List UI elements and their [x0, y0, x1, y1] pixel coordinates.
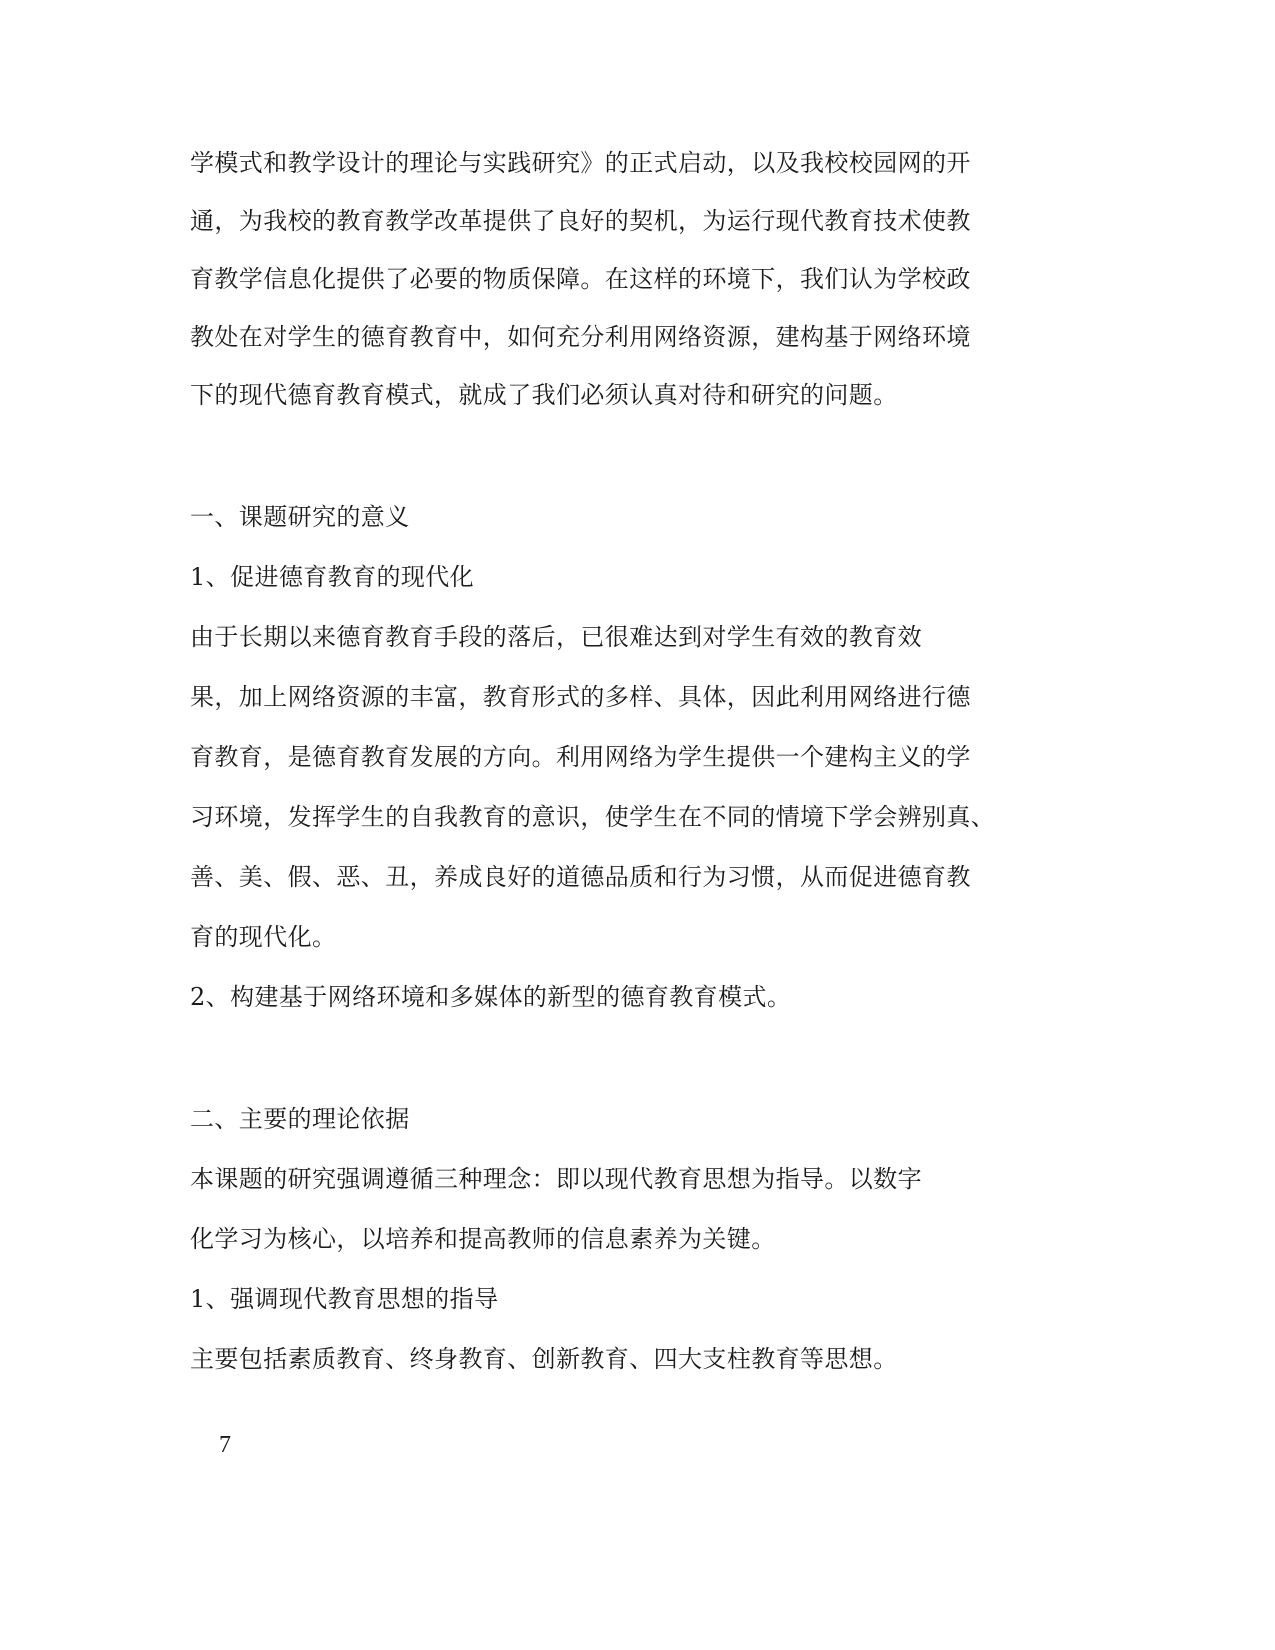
subsection-title: 1、强调现代教育思想的指导: [190, 1285, 499, 1313]
paragraph-line: 本课题的研究强调遵循三种理念：即以现代教育思想为指导。以数字: [190, 1165, 922, 1193]
paragraph-line: 下的现代德育教育模式，就成了我们必须认真对待和研究的问题。: [190, 381, 898, 409]
section-heading: 二、主要的理论依据: [190, 1105, 410, 1133]
paragraph-line: 习环境，发挥学生的自我教育的意识，使学生在不同的情境下学会辨别真、: [190, 803, 996, 831]
paragraph-line: 育教学信息化提供了必要的物质保障。在这样的环境下，我们认为学校政: [190, 265, 971, 293]
paragraph-line: 教处在对学生的德育教育中，如何充分利用网络资源，建构基于网络环境: [190, 323, 971, 351]
paragraph-line: 学模式和教学设计的理论与实践研究》的正式启动，以及我校校园网的开: [190, 149, 971, 177]
paragraph-line: 主要包括素质教育、终身教育、创新教育、四大支柱教育等思想。: [190, 1345, 898, 1373]
subsection-title: 1、促进德育教育的现代化: [190, 563, 475, 591]
paragraph-line: 善、美、假、恶、丑，养成良好的道德品质和行为习惯，从而促进德育教: [190, 863, 971, 891]
paragraph-line: 通，为我校的教育教学改革提供了良好的契机，为运行现代教育技术使教: [190, 207, 971, 235]
section-heading: 一、课题研究的意义: [190, 503, 410, 531]
subsection-title: 2、构建基于网络环境和多媒体的新型的德育教育模式。: [190, 983, 792, 1011]
paragraph-line: 由于长期以来德育教育手段的落后，已很难达到对学生有效的教育效: [190, 623, 922, 651]
paragraph-line: 育的现代化。: [190, 923, 337, 951]
paragraph-line: 化学习为核心，以培养和提高教师的信息素养为关键。: [190, 1225, 776, 1253]
page-number: 7: [219, 1432, 231, 1458]
paragraph-line: 育教育，是德育教育发展的方向。利用网络为学生提供一个建构主义的学: [190, 743, 971, 771]
paragraph-line: 果，加上网络资源的丰富，教育形式的多样、具体，因此利用网络进行德: [190, 683, 971, 711]
